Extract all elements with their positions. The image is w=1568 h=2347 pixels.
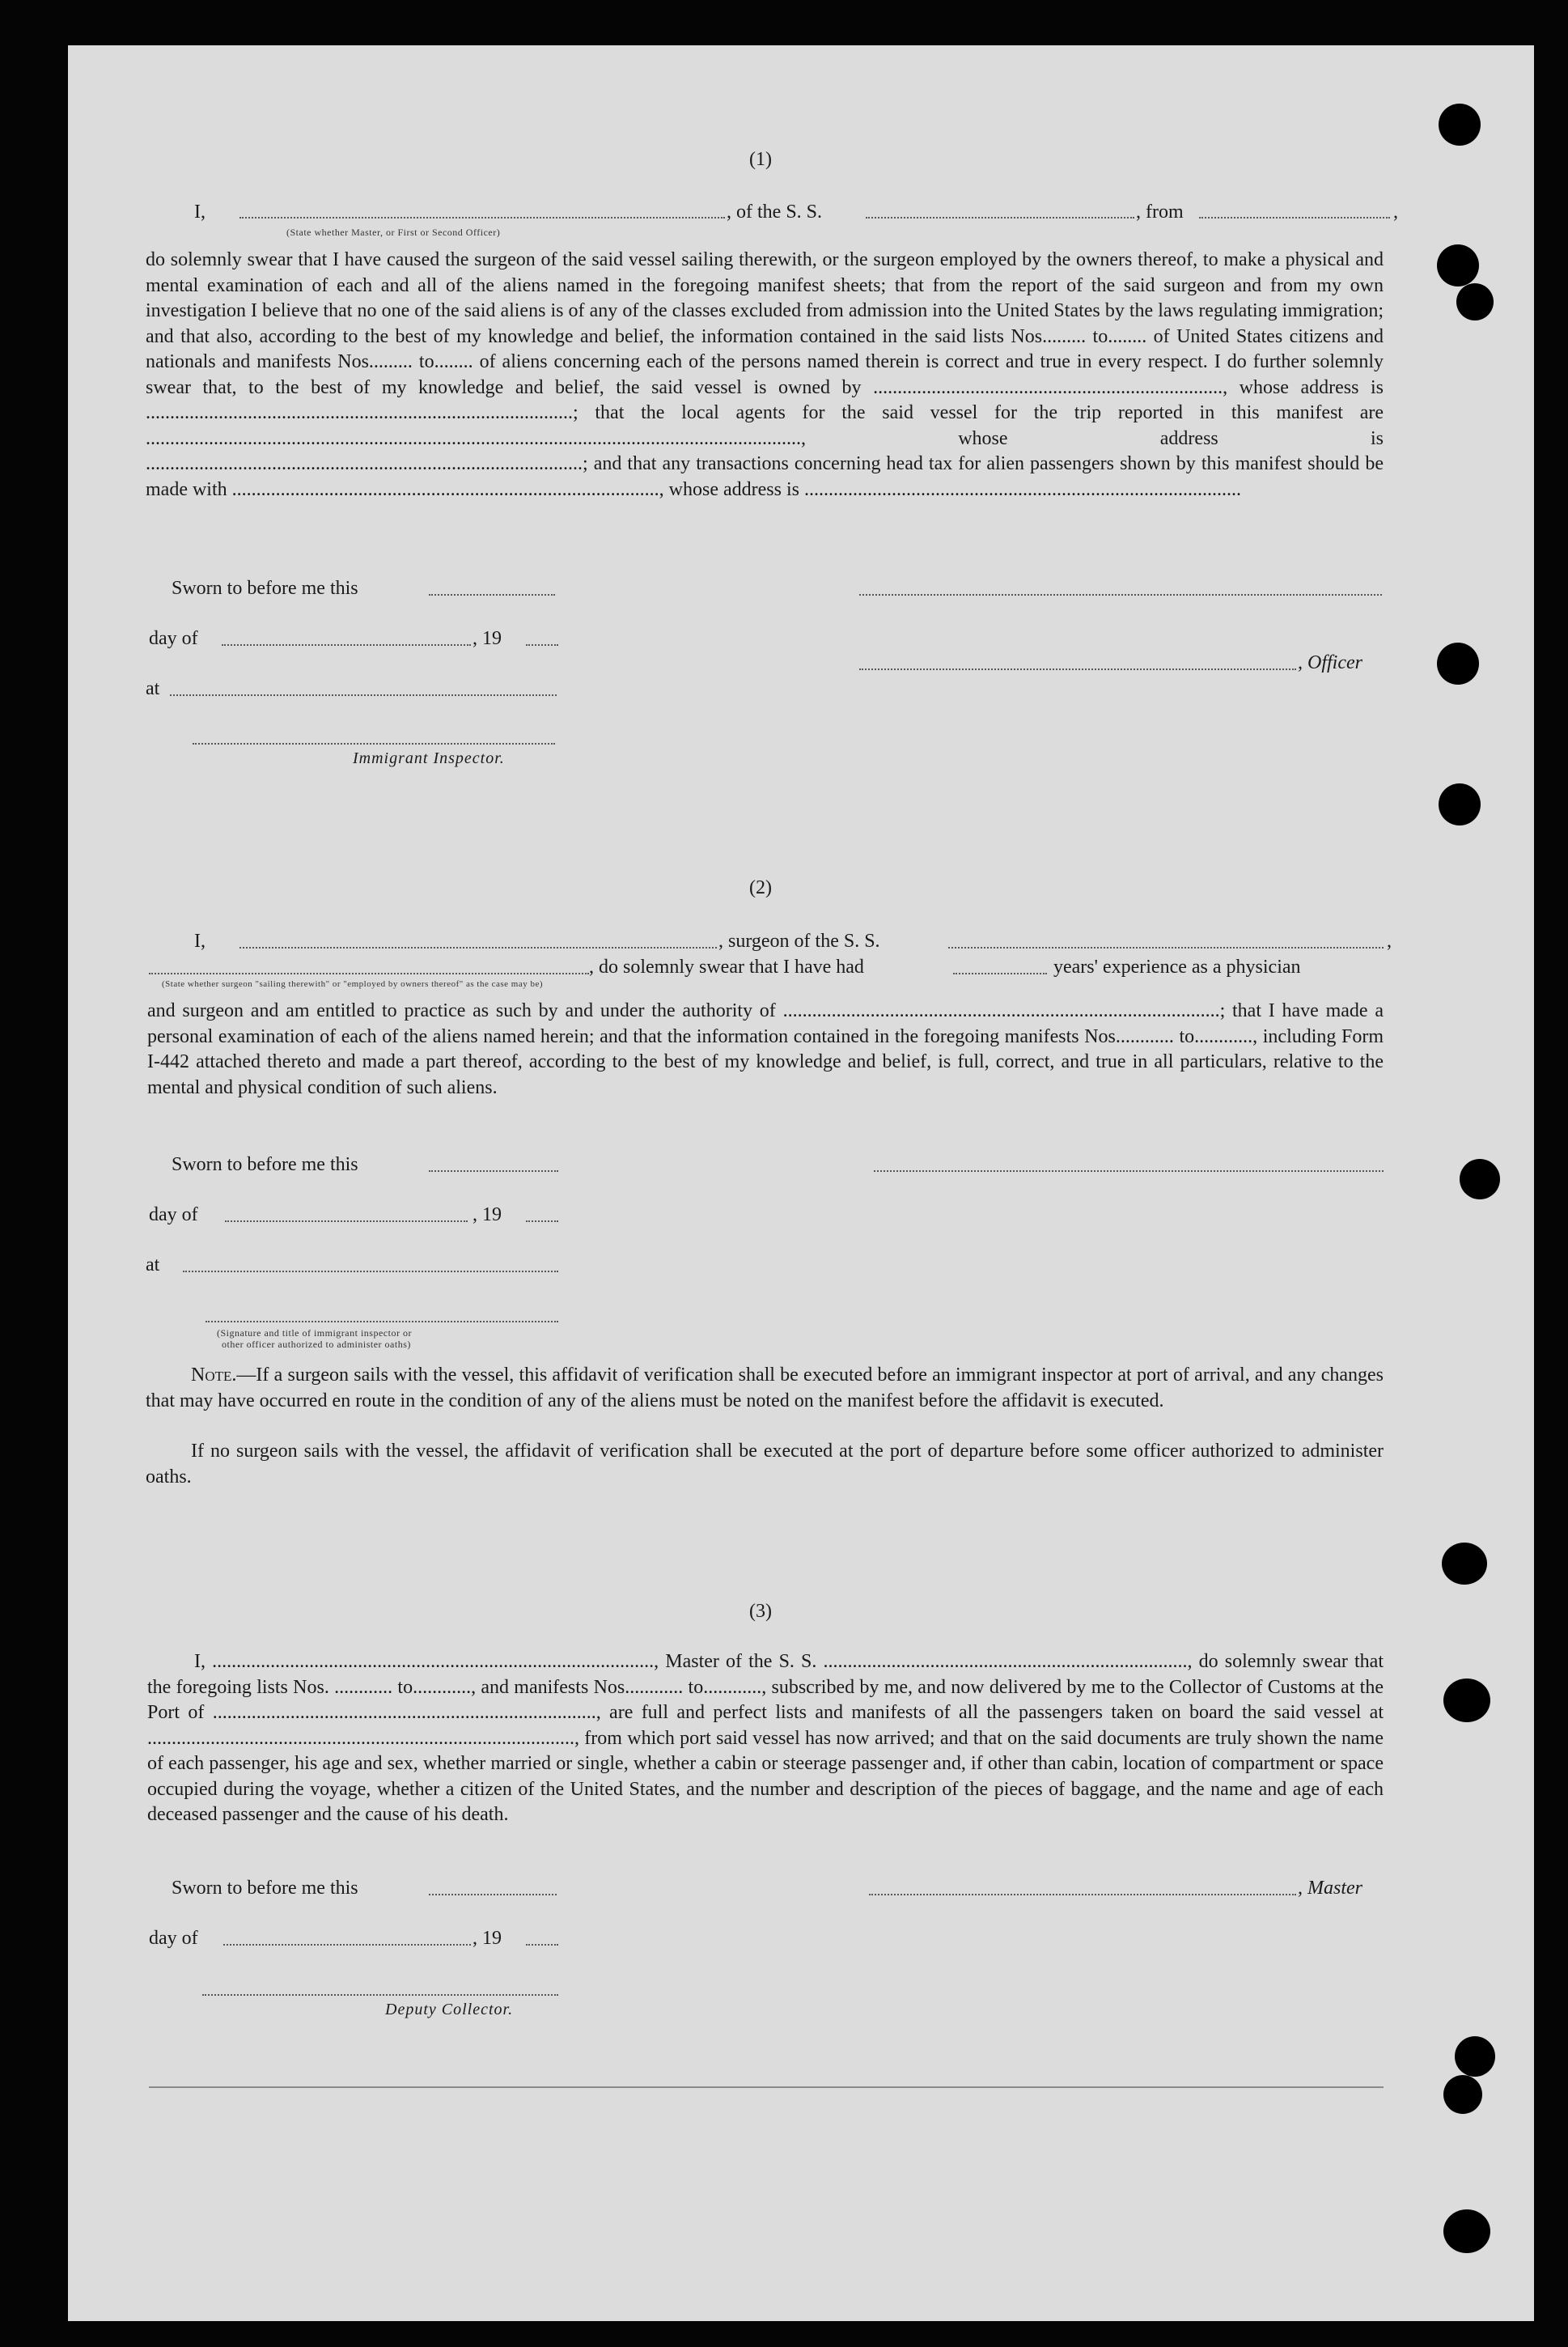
section-3-month-blank[interactable] xyxy=(223,1944,471,1946)
punch-hole xyxy=(1460,1159,1500,1199)
section-1-month-blank[interactable] xyxy=(222,644,471,646)
section-1-at-label: at xyxy=(146,678,160,699)
section-1-line-end: , xyxy=(1393,202,1398,223)
immigrant-inspector-signature-blank[interactable] xyxy=(193,743,555,745)
section-2-body: and surgeon and am entitled to practice as such by and under the authority of ..........................................................................................; that I have made a personal examination of each of the aliens named herein; and that the information contained in the foregoing manifests Nos............ to............, including Form I-442 attached thereto and made a part thereof, according to the best of my knowledge and belief, is full, correct, and true in all particulars, relative to the mental and physical condition of such aliens. xyxy=(147,1000,1384,1098)
section-2-years-label: years' experience as a physician xyxy=(1053,957,1301,978)
section-2-line-end: , xyxy=(1387,931,1392,952)
punch-hole xyxy=(1437,244,1479,286)
punch-hole xyxy=(1437,643,1479,685)
master-signature-blank[interactable] xyxy=(869,1894,1296,1895)
deputy-collector-caption: Deputy Collector. xyxy=(385,2001,514,2018)
master-name-blank[interactable] xyxy=(239,217,725,219)
section-3-number: (3) xyxy=(749,1601,772,1622)
years-experience-blank[interactable] xyxy=(953,973,1047,974)
from-port-blank[interactable] xyxy=(1199,217,1390,219)
section-3-day-of-label: day of xyxy=(149,1928,198,1949)
section-1-from-label: , from xyxy=(1136,202,1184,223)
bottom-rule xyxy=(149,2086,1384,2088)
section-3-body: I, ..........................................................................................., Master of the S. S. ..........................................................................., do solemnly swear that the foregoing lists Nos. ............ to............, and manifests Nos............ to............, subscribed by me, and now delivered by me to the Collector of Customs at the Port of ..............................................................................., are full and perfect lists and manifests of all the passengers taken on board the said vessel at ........................................................................................, from which port said vessel has now arrived; and that on the said documents are truly shown the name of each passenger, his age and sex, whether married or single, whether a cabin or steerage passenger and, if other than cabin, location of compartment or space occupied during the voyage, whether a citizen of the United States, and the number and description of the pieces of baggage, and the name and age of each deceased passenger and the cause of his death. xyxy=(147,1651,1384,1825)
section-2-signature-blank[interactable] xyxy=(874,1170,1384,1172)
vessel-name-blank[interactable] xyxy=(866,217,1134,219)
section-3-sworn-date-blank[interactable] xyxy=(429,1894,557,1895)
section-1-at-blank[interactable] xyxy=(170,694,557,696)
section-1-body: do solemnly swear that I have caused the surgeon of the said vessel sailing therewith, or the surgeon employed by the owners thereof, to make a physical and mental examination of each and all of the aliens named in the foregoing manifest sheets; that from the report of the said surgeon and from my own investigation I believe that no one of the said aliens is of any of the classes excluded from admission into the United States by the laws regulating immigration; and that also, according to the best of my knowledge and belief, the information contained in the said lists Nos......... to........ of United States citizens and nationals and manifests Nos......... to........ of aliens concerning each of the persons named therein is correct and true in every respect. I do further solemnly swear that, to the best of my knowledge and belief, the said vessel is owned by ........................................................................, whose address is ........................................................................................; that the local agents for the said vessel for the trip reported in this manifest are ......................................................................................................................................., whose address is ..........................................................................................; and that any transactions concerning head tax for alien passengers shown by this manifest should be made with ........................................................................................, whose address is .......................................................................................... xyxy=(146,249,1384,500)
section-2-swear-label: , do solemnly swear that I have had xyxy=(589,957,864,978)
section-1-year-label: , 19 xyxy=(473,628,502,649)
punch-hole xyxy=(1443,2209,1490,2253)
signature-note-line-1: (Signature and title of immigrant inspector or xyxy=(217,1327,412,1339)
surgeon-note-2: If no surgeon sails with the vessel, the affidavit of verification shall be executed at the port of departure before some officer authorized to administer oaths. xyxy=(146,1441,1384,1488)
section-1-number: (1) xyxy=(749,149,772,170)
section-2-at-label: at xyxy=(146,1254,160,1275)
note-label: Note. xyxy=(191,1364,237,1386)
section-2-sworn-label: Sworn to before me this xyxy=(172,1154,358,1175)
section-2-sworn-date-blank[interactable] xyxy=(429,1170,558,1172)
section-2-sub-note: (State whether surgeon "sailing therewith" or "employed by owners thereof" as the case may be) xyxy=(162,979,544,989)
note-text: —If a surgeon sails with the vessel, this affidavit of verification shall be executed before an immigrant inspector at port of arrival, and any changes that may have occurred en route in the condition of any of the aliens must be noted on the manifest before the affidavit is executed. xyxy=(146,1364,1384,1411)
section-2-day-of-label: day of xyxy=(149,1204,198,1225)
punch-hole xyxy=(1455,2036,1495,2077)
section-1-i-label: I, xyxy=(194,202,206,223)
section-1-sub-note: (State whether Master, or First or Second Officer) xyxy=(286,227,501,238)
section-2-vessel-blank[interactable] xyxy=(948,947,1384,949)
section-2-number: (2) xyxy=(749,877,772,898)
section-2-year-blank[interactable] xyxy=(526,1220,558,1222)
punch-hole xyxy=(1443,1679,1490,1722)
deputy-collector-signature-blank[interactable] xyxy=(202,1994,558,1996)
punch-hole xyxy=(1439,104,1481,146)
section-1-signature-blank[interactable] xyxy=(859,594,1382,596)
section-2-year-label: , 19 xyxy=(473,1204,502,1225)
officer-signature-blank[interactable] xyxy=(859,668,1296,670)
section-3-sworn-label: Sworn to before me this xyxy=(172,1878,358,1899)
surgeon-name-blank[interactable] xyxy=(239,947,717,949)
section-2-officer-signature-blank[interactable] xyxy=(206,1321,558,1322)
punch-hole xyxy=(1439,783,1481,825)
section-2-surgeon-label: , surgeon of the S. S. xyxy=(718,931,880,952)
section-1-day-of-label: day of xyxy=(149,628,198,649)
section-1-year-blank[interactable] xyxy=(526,644,558,646)
section-3-year-blank[interactable] xyxy=(526,1944,558,1946)
section-1-of-ss-label: , of the S. S. xyxy=(727,202,823,223)
surgeon-status-blank[interactable] xyxy=(149,973,589,974)
immigrant-inspector-caption: Immigrant Inspector. xyxy=(353,749,505,767)
section-3-year-label: , 19 xyxy=(473,1928,502,1949)
punch-hole xyxy=(1456,283,1494,320)
section-1-sworn-date-blank[interactable] xyxy=(429,594,555,596)
signature-note-line-2: other officer authorized to administer oaths) xyxy=(222,1339,411,1350)
punch-hole xyxy=(1442,1543,1487,1585)
punch-hole xyxy=(1443,2075,1482,2114)
section-2-i-label: I, xyxy=(194,931,206,952)
section-2-at-blank[interactable] xyxy=(183,1271,558,1272)
officer-label: , Officer xyxy=(1298,652,1362,673)
surgeon-note xyxy=(146,1363,1384,1414)
master-label: , Master xyxy=(1298,1878,1362,1899)
section-2-month-blank[interactable] xyxy=(225,1220,468,1222)
section-1-sworn-label: Sworn to before me this xyxy=(172,578,358,599)
